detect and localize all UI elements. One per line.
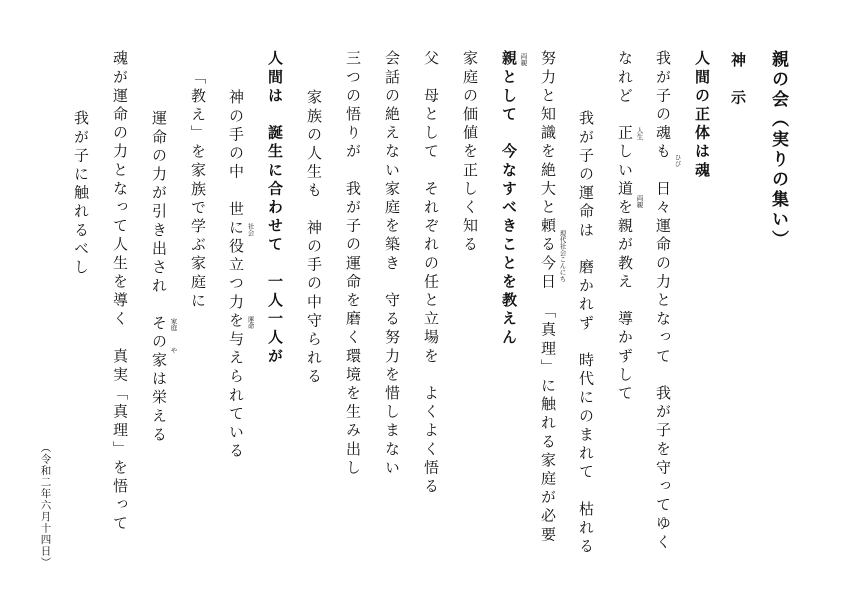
ruby-hibi: ひび — [673, 154, 682, 167]
verse-line-12: 人間は 誕生に合わせて 一人一人が — [266, 50, 284, 367]
verse-line-6: 親として 今なすべきことを教えん — [500, 50, 518, 348]
verse-line-14: 「教え」を家族で学ぶ家庭に — [189, 69, 207, 311]
verse-line-5: 努力と知識を絶大と頼る今日 「真理」に触れる家庭が必要 — [539, 50, 557, 545]
verse-line-16: 魂が運命の力となって人生を導く 真実「真理」を悟って — [111, 50, 129, 534]
verse-line-15: 運命の力が引き出され その家は栄える — [150, 110, 168, 445]
ruby-unmei: 運命 — [246, 316, 255, 329]
verse-line-7: 家庭の価値を正しく知る — [461, 50, 479, 255]
verse-line-10: 三つの悟りが 我が子の運命を磨く環境を生み出し — [344, 50, 362, 478]
verse-line-3: なれど 正しい道を親が教え 導かずして — [616, 50, 634, 404]
ruby-gendai: 現代社会こんにち — [558, 230, 567, 282]
page-title: 親の会（実りの集い） — [768, 50, 788, 250]
verse-line-2: 我が子の魂も 日々運命の力となって 我が子を守ってゆく — [654, 50, 672, 553]
ruby-jinsei: 人生 — [635, 127, 644, 140]
ruby-shakai: 社会 — [246, 223, 255, 236]
verse-line-9: 会話の絶えない家庭を築き 守る努力を惜しまない — [383, 50, 401, 478]
ruby-katei: 家庭 — [169, 318, 178, 331]
ruby-ryoshin: 両親 — [635, 195, 644, 208]
ruby-ryoshin-2: 両親 — [519, 53, 528, 66]
verse-line-8: 父 母として それぞれの任と立場を よくよく悟る — [422, 50, 440, 497]
verse-line-11: 家族の人生も 神の手の中守られる — [305, 89, 323, 387]
verse-line-4: 我が子の運命は 磨かれず 時代にのまれて 枯れる — [577, 110, 595, 557]
verse-line-13: 神の手の中 世に役立つ力を与えられている — [227, 89, 245, 461]
verse-line-1: 人間の正体は魂 — [693, 50, 711, 181]
ruby-ya: や — [169, 347, 178, 354]
verse-line-17: 我が子に触れるべし — [72, 110, 90, 278]
date-note: （令和二年六月十四日） — [39, 442, 52, 569]
subtitle-shinji: 神 示 — [729, 52, 747, 108]
